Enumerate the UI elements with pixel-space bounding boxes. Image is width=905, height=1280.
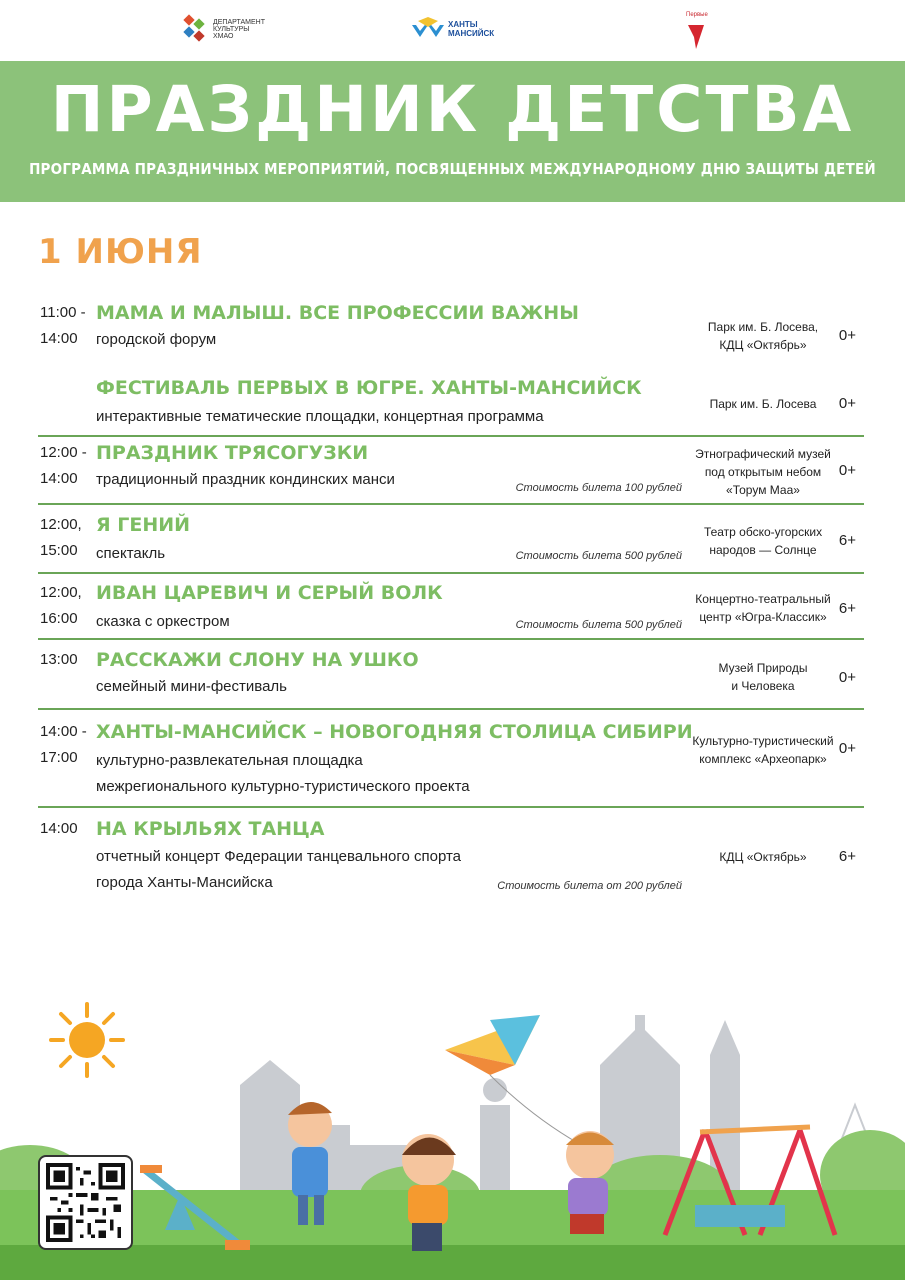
divider	[38, 572, 864, 574]
event-description: спектакль	[96, 545, 166, 562]
event-item	[38, 719, 864, 799]
khanty-mansiysk-logo	[412, 17, 494, 41]
divider	[38, 435, 864, 437]
event-description: городской форум	[96, 331, 217, 348]
event-place: Парк им. Б. Лосева	[709, 397, 817, 411]
event-place: Парк им. Б. Лосева, КДЦ «Октябрь»	[707, 320, 819, 352]
swing-seat	[695, 1205, 785, 1227]
title-banner	[0, 61, 905, 202]
page-subtitle: ПРОГРАММА ПРАЗДНИЧНЫХ МЕРОПРИЯТИЙ, ПОСВЯЩЕННЫХ МЕЖДУНАРОДНОМУ ДНЮ ЗАЩИТЫ ДЕТЕЙ	[29, 160, 876, 178]
event-time: 14:00 - 17:00	[40, 723, 87, 766]
event-age-rating: 0+	[838, 462, 856, 479]
event-title: НА КРЫЛЬЯХ ТАНЦА	[96, 818, 325, 840]
event-description: культурно-развлекательная площадка межрегионального культурно-туристического проекта	[96, 752, 470, 795]
dept-line2: КУЛЬТУРЫ	[213, 25, 250, 33]
event-price: Стоимость билета 500 рублей	[515, 619, 682, 631]
event-age-rating: 0+	[838, 395, 856, 412]
event-age-rating: 6+	[838, 532, 856, 549]
event-age-rating: 0+	[838, 669, 856, 686]
event-title: ИВАН ЦАРЕВИЧ И СЕРЫЙ ВОЛК	[96, 582, 443, 604]
dept-line3: ХМАО	[213, 32, 234, 40]
event-description: отчетный концерт Федерации танцевального спорта города Ханты-Мансийска	[96, 848, 462, 891]
event-age-rating: 6+	[838, 600, 856, 617]
divider	[38, 503, 864, 505]
event-description: интерактивные тематические площадки, концертная программа	[96, 408, 544, 425]
event-description: сказка с оркестром	[96, 613, 230, 630]
divider	[38, 708, 864, 710]
event-price: Стоимость билета от 200 рублей	[497, 880, 682, 892]
event-place: Театр обско-угорских народов — Солнце	[703, 525, 823, 557]
festive-illustration	[0, 995, 905, 1280]
page-title: ПРАЗДНИК ДЕТСТВА	[50, 73, 855, 146]
event-title: Я ГЕНИЙ	[96, 514, 191, 536]
hm-line1: ХАНТЫ	[448, 20, 478, 29]
hm-line2: МАНСИЙСК	[448, 29, 495, 38]
qr-code-pattern	[46, 1163, 125, 1242]
hm-logo-icon	[412, 17, 444, 41]
event-place: Культурно-туристический комплекс «Археопарк»	[692, 734, 834, 766]
event-title: МАМА И МАЛЫШ. ВСЕ ПРОФЕССИИ ВАЖНЫ	[96, 302, 579, 324]
movement-first-logo	[686, 12, 708, 51]
event-place: Музей Природы и Человека	[718, 661, 808, 693]
event-age-rating: 0+	[838, 740, 856, 757]
event-age-rating: 0+	[838, 327, 856, 344]
event-item	[38, 647, 864, 707]
dept-logo-icon	[183, 14, 209, 44]
event-item	[38, 440, 864, 500]
event-price: Стоимость билета 100 рублей	[515, 482, 682, 494]
event-date: 1 ИЮНЯ	[38, 232, 203, 272]
event-place: КДЦ «Октябрь»	[719, 850, 807, 864]
event-time: 12:00, 15:00	[40, 516, 82, 559]
event-time: 12:00, 16:00	[40, 584, 82, 627]
event-item	[38, 816, 864, 896]
event-place: Этнографический музей под открытым небом «Торум Маа»	[695, 447, 831, 497]
event-description: традиционный праздник кондинских манси	[96, 471, 395, 488]
event-item	[38, 580, 864, 640]
event-description: семейный мини-фестиваль	[96, 678, 287, 695]
event-title: ХАНТЫ-МАНСИЙСК – НОВОГОДНЯЯ СТОЛИЦА СИБИРИ	[96, 721, 693, 743]
event-title: ФЕСТИВАЛЬ ПЕРВЫХ В ЮГРЕ. ХАНТЫ-МАНСИЙСК	[96, 377, 642, 399]
sun-icon	[51, 1004, 123, 1076]
grass-front	[0, 1245, 905, 1280]
first-logo-icon	[686, 23, 706, 51]
event-time: 14:00	[40, 820, 78, 837]
first-label: Первые	[686, 12, 708, 18]
divider	[38, 638, 864, 640]
event-time: 12:00 - 14:00	[40, 444, 87, 487]
dept-line1: ДЕПАРТАМЕНТ	[213, 18, 266, 26]
event-time: 11:00 - 14:00	[40, 304, 86, 347]
event-item	[38, 512, 864, 572]
qr-code[interactable]	[38, 1155, 133, 1250]
event-time: 13:00	[40, 651, 78, 668]
divider	[38, 806, 864, 808]
event-age-rating: 6+	[838, 848, 856, 865]
event-item	[38, 375, 864, 435]
event-price: Стоимость билета 500 рублей	[515, 550, 682, 562]
kite-icon	[445, 1015, 600, 1155]
logo-bar	[0, 0, 905, 60]
event-title: РАССКАЖИ СЛОНУ НА УШКО	[96, 649, 419, 671]
department-culture-logo	[183, 14, 265, 44]
event-title: ПРАЗДНИК ТРЯСОГУЗКИ	[96, 442, 369, 464]
event-item	[38, 300, 864, 360]
event-place: Концертно-театральный центр «Югра-Классик»	[695, 592, 831, 624]
